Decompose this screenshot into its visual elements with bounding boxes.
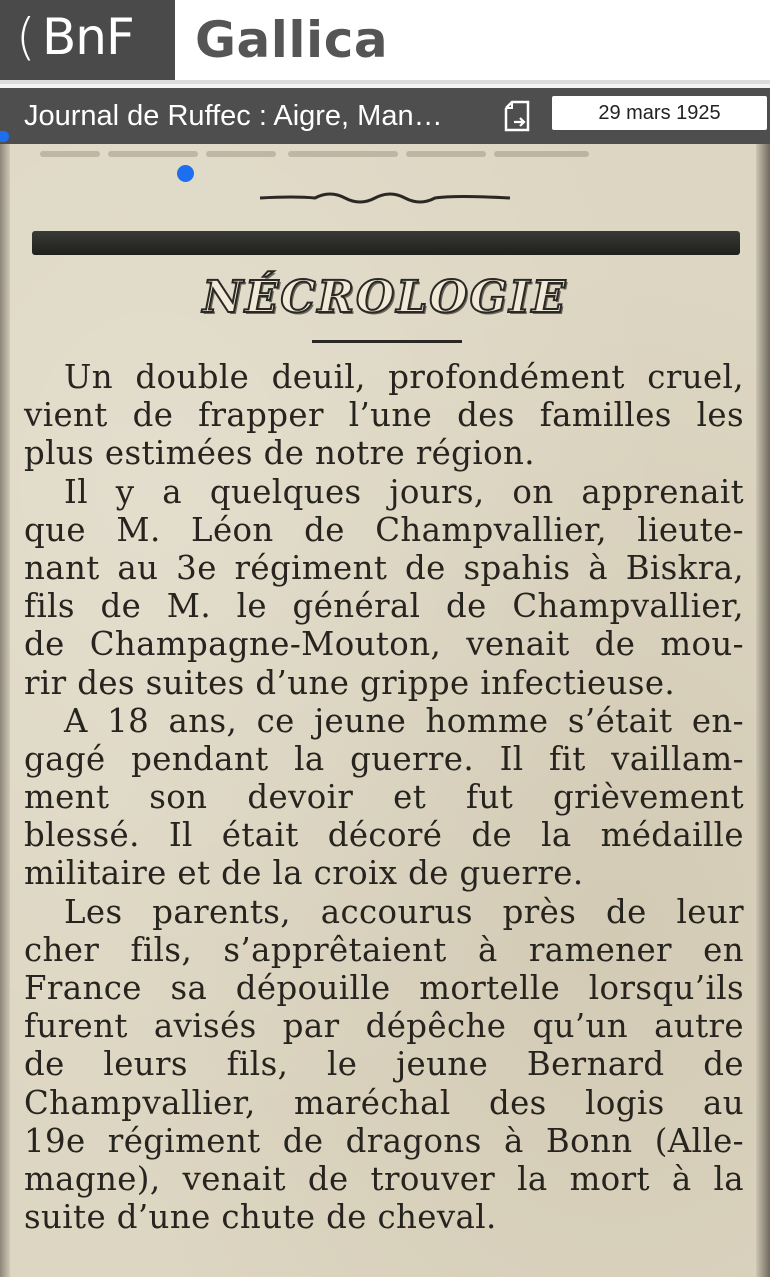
article-line: plus estimées de notre région.: [24, 434, 535, 473]
brand-bar: [0, 0, 770, 80]
article-line: [24, 473, 744, 511]
headline-underline: [312, 340, 462, 343]
article-line: France sa dépouille mortelle lorsqu’ils: [24, 969, 744, 1007]
article-line: furent avisés par dépêche qu’un autre: [24, 1007, 744, 1046]
gallica-logo[interactable]: Gallica: [195, 11, 389, 69]
article-line-text: Les parents, accourus près de leur: [64, 892, 744, 931]
article-line: gagé pendant la guerre. Il fit vaillam-: [24, 739, 744, 778]
article-line: cher fils, s’apprêtaient à ramener en: [24, 930, 744, 969]
issue-date-selector[interactable]: 29 mars 1925: [552, 96, 767, 130]
article-line: 19e régiment de dragons à Bonn (Alle-: [24, 1121, 744, 1160]
article-line: Champvallier, maréchal des logis au: [24, 1083, 744, 1122]
bnf-logo[interactable]: [0, 0, 175, 80]
article-line-text: Un double deuil, profondément cruel,: [64, 358, 744, 396]
article-body: [24, 358, 744, 1236]
article-line: nant au 3e régiment de spahis à Biskra,: [24, 548, 744, 587]
cropped-text-above: [40, 144, 740, 164]
section-separator-rule: [32, 231, 740, 255]
scanned-page-viewer[interactable]: [0, 144, 770, 1277]
bnf-bracket-icon: (: [16, 8, 36, 66]
article-line: vient de frapper l’une des familles les: [24, 396, 744, 435]
article-line: ment son devoir et fut grièvement: [24, 778, 744, 817]
ornament-squiggle: [255, 182, 515, 212]
article-line: que M. Léon de Champvallier, lieute-: [24, 510, 744, 549]
document-export-icon[interactable]: [498, 96, 538, 136]
article-line: [24, 893, 744, 931]
article-line: suite d’une chute de cheval.: [24, 1198, 497, 1237]
article-headline: NÉCROLOGIE: [202, 272, 568, 323]
article-line: militaire et de la croix de guerre.: [24, 854, 584, 893]
article-line-text: Il y a quelques jours, on apprenait: [64, 472, 744, 511]
article-line: de leurs fils, le jeune Bernard de: [24, 1045, 744, 1084]
article-line: fils de M. le général de Champvallier,: [24, 587, 744, 626]
document-title[interactable]: Journal de Ruffec : Aigre, Man…: [24, 100, 443, 132]
article-line: de Champagne-Mouton, venait de mou-: [24, 625, 744, 664]
article-line: blessé. Il était décoré de la médaille: [24, 816, 744, 855]
article-line: magne), venait de trouver la mort à la: [24, 1159, 744, 1198]
article-line-text: A 18 ans, ce jeune homme s’était en-: [64, 701, 744, 740]
article-line: rir des suites d’une grippe infectieuse.: [24, 663, 676, 702]
touch-marker: [177, 165, 194, 182]
article-line: [24, 702, 744, 740]
document-toolbar: [0, 88, 770, 144]
bnf-logo-text: BnF: [42, 8, 134, 66]
article-line: [24, 358, 744, 396]
